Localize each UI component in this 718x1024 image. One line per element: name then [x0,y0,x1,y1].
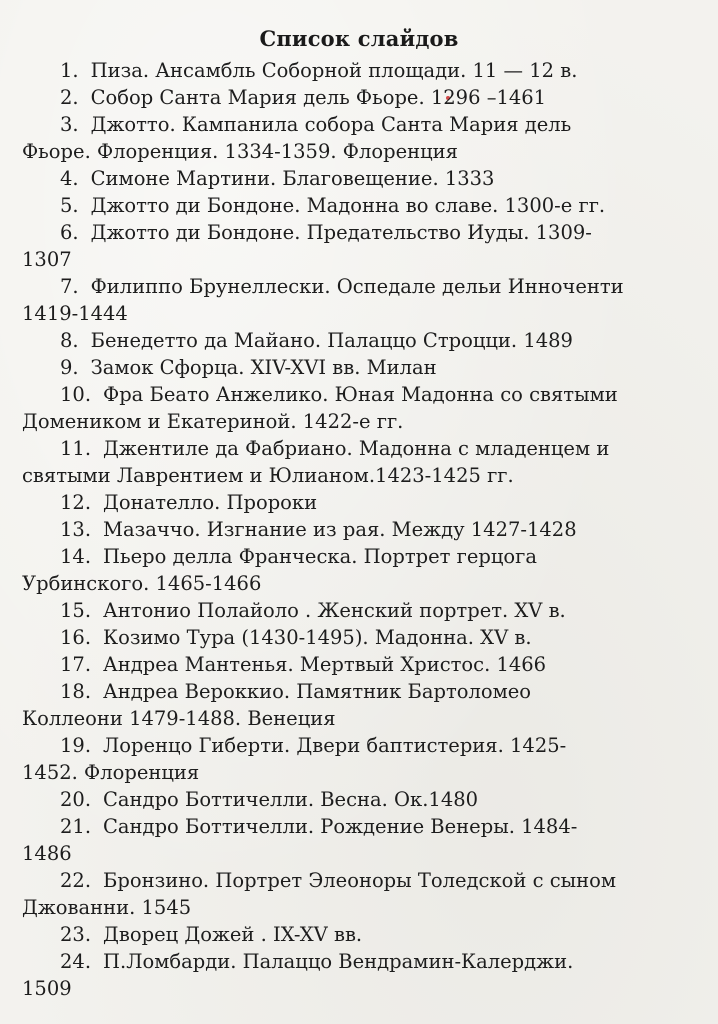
list-item-text: Лоренцо Гиберти. Двери баптистерия. 1425- [103,734,567,757]
list-item [22,921,692,948]
list-item-text: Филиппо Брунеллески. Оспедале дельи Инноченти [90,275,624,298]
list-item-line [22,219,692,246]
list-item-line [22,489,692,516]
list-item-number: 12. [60,491,92,514]
list-item-text: Собор Санта Мария дель Фьоре. 1296 –1461 [90,86,547,109]
list-item-number: 22. [60,869,92,892]
list-item-continuation [22,246,692,273]
list-item-text: Фьоре. Флоренция. 1334-1359. Флоренция [22,140,458,163]
list-item-text: Джотто. Кампанила собора Санта Мария дель [90,113,572,136]
list-item [22,516,692,543]
list-item [22,327,692,354]
list-item-text: Коллеони 1479-1488. Венеция [22,707,336,730]
list-item-continuation [22,975,692,1002]
list-item-number: 5. [60,194,79,217]
list-item-text: Пиза. Ансамбль Соборной площади. 11 — 12 в. [90,59,578,82]
list-item-text: Антонио Полайоло . Женский портрет. XV в. [103,599,566,622]
list-item-number: 6. [60,221,79,244]
page-title: Список слайдов [259,26,459,51]
list-item-text: Пьеро делла Франческа. Портрет герцога [103,545,537,568]
list-item-text: Фра Беато Анжелико. Юная Мадонна со святыми [103,383,618,406]
list-item-line [22,948,692,975]
list-item-text: Джотто ди Бондоне. Мадонна во славе. 1300-е гг. [90,194,606,217]
list-item-number: 10. [60,383,92,406]
list-item-number: 17. [60,653,92,676]
list-item [22,786,692,813]
list-item-line [22,165,692,192]
list-item-line [22,273,692,300]
list-item-continuation [22,759,692,786]
list-item-line [22,516,692,543]
list-item-number: 3. [60,113,79,136]
list-item [22,435,692,489]
list-item-number: 15. [60,599,92,622]
list-item-text: Козимо Тура (1430-1495). Мадонна. XV в. [103,626,532,649]
list-item-text: Домеником и Екатериной. 1422-е гг. [22,410,404,433]
list-item-number: 11. [60,437,92,460]
list-item-text: святыми Лаврентием и Юлианом.1423-1425 гг. [22,464,514,487]
list-item-text: Бенедетто да Майано. Палаццо Строцци. 1489 [90,329,573,352]
list-item-continuation [22,408,692,435]
list-item-continuation [22,894,692,921]
list-item-number: 2. [60,86,79,109]
list-item [22,651,692,678]
list-item-text: 1486 [22,842,72,865]
list-item-line [22,327,692,354]
list-item [22,57,692,84]
list-item-number: 19. [60,734,92,757]
list-item-text: Джованни. 1545 [22,896,192,919]
list-item [22,165,692,192]
list-item-number: 23. [60,923,92,946]
list-item-continuation [22,138,692,165]
list-item-continuation [22,840,692,867]
list-item-line [22,543,692,570]
list-item-line [22,678,692,705]
list-item-line [22,84,692,111]
list-item-continuation [22,300,692,327]
list-item [22,219,692,273]
list-item-line [22,786,692,813]
list-item [22,111,692,165]
list-item [22,597,692,624]
list-item-number: 16. [60,626,92,649]
list-item-line [22,597,692,624]
list-item-number: 8. [60,329,79,352]
list-item [22,543,692,597]
list-item-number: 24. [60,950,92,973]
list-item-line [22,435,692,462]
list-item [22,624,692,651]
list-item-text: 1419-1444 [22,302,128,325]
list-item [22,948,692,1002]
list-item-text: Мазаччо. Изгнание из рая. Между 1427-1428 [103,518,577,541]
list-item [22,867,692,921]
list-item-text: Дворец Дожей . IX-XV вв. [103,923,363,946]
list-item-line [22,867,692,894]
list-item-text: 1307 [22,248,72,271]
list-item-number: 13. [60,518,92,541]
list-item-continuation [22,705,692,732]
list-item-number: 9. [60,356,79,379]
list-item [22,489,692,516]
list-item-text: 1509 [22,977,72,1000]
list-item-text: Джотто ди Бондоне. Предательство Иуды. 1309- [90,221,592,244]
list-item-text: Симоне Мартини. Благовещение. 1333 [90,167,495,190]
list-item-text: 1452. Флоренция [22,761,200,784]
list-item-line [22,732,692,759]
list-item-line [22,921,692,948]
list-item [22,813,692,867]
list-item-line [22,624,692,651]
list-item [22,84,692,111]
list-item-line [22,651,692,678]
list-item [22,381,692,435]
list-item [22,192,692,219]
slide-list [22,57,692,1002]
list-item-text: Джентиле да Фабриано. Мадонна с младенцем и [103,437,610,460]
list-item-number: 4. [60,167,79,190]
list-item-line [22,192,692,219]
list-item-line [22,381,692,408]
list-item-number: 1. [60,59,79,82]
list-item-number: 20. [60,788,92,811]
list-item-continuation [22,570,692,597]
list-item-text: П.Ломбарди. Палаццо Вендрамин-Калерджи. [103,950,574,973]
list-item-text: Сандро Боттичелли. Весна. Ок.1480 [103,788,479,811]
list-item-text: Бронзино. Портрет Элеоноры Толедской с сыном [103,869,617,892]
list-item-number: 21. [60,815,92,838]
list-item-line [22,354,692,381]
list-item [22,678,692,732]
list-item-line [22,111,692,138]
list-item-line [22,813,692,840]
list-item-text: Сандро Боттичелли. Рождение Венеры. 1484- [103,815,578,838]
list-item-text: Урбинского. 1465-1466 [22,572,262,595]
list-item-number: 7. [60,275,79,298]
list-item-continuation [22,462,692,489]
list-item-text: Донателло. Пророки [103,491,318,514]
list-item-text: Андреа Вероккио. Памятник Бартоломео [103,680,532,703]
list-item-number: 14. [60,545,92,568]
list-item-line [22,57,692,84]
list-item-text: Андреа Мантенья. Мертвый Христос. 1466 [103,653,547,676]
list-item [22,273,692,327]
list-item [22,354,692,381]
list-item-number: 18. [60,680,92,703]
list-item [22,732,692,786]
list-item-text: Замок Сфорца. XIV-XVI вв. Милан [90,356,437,379]
